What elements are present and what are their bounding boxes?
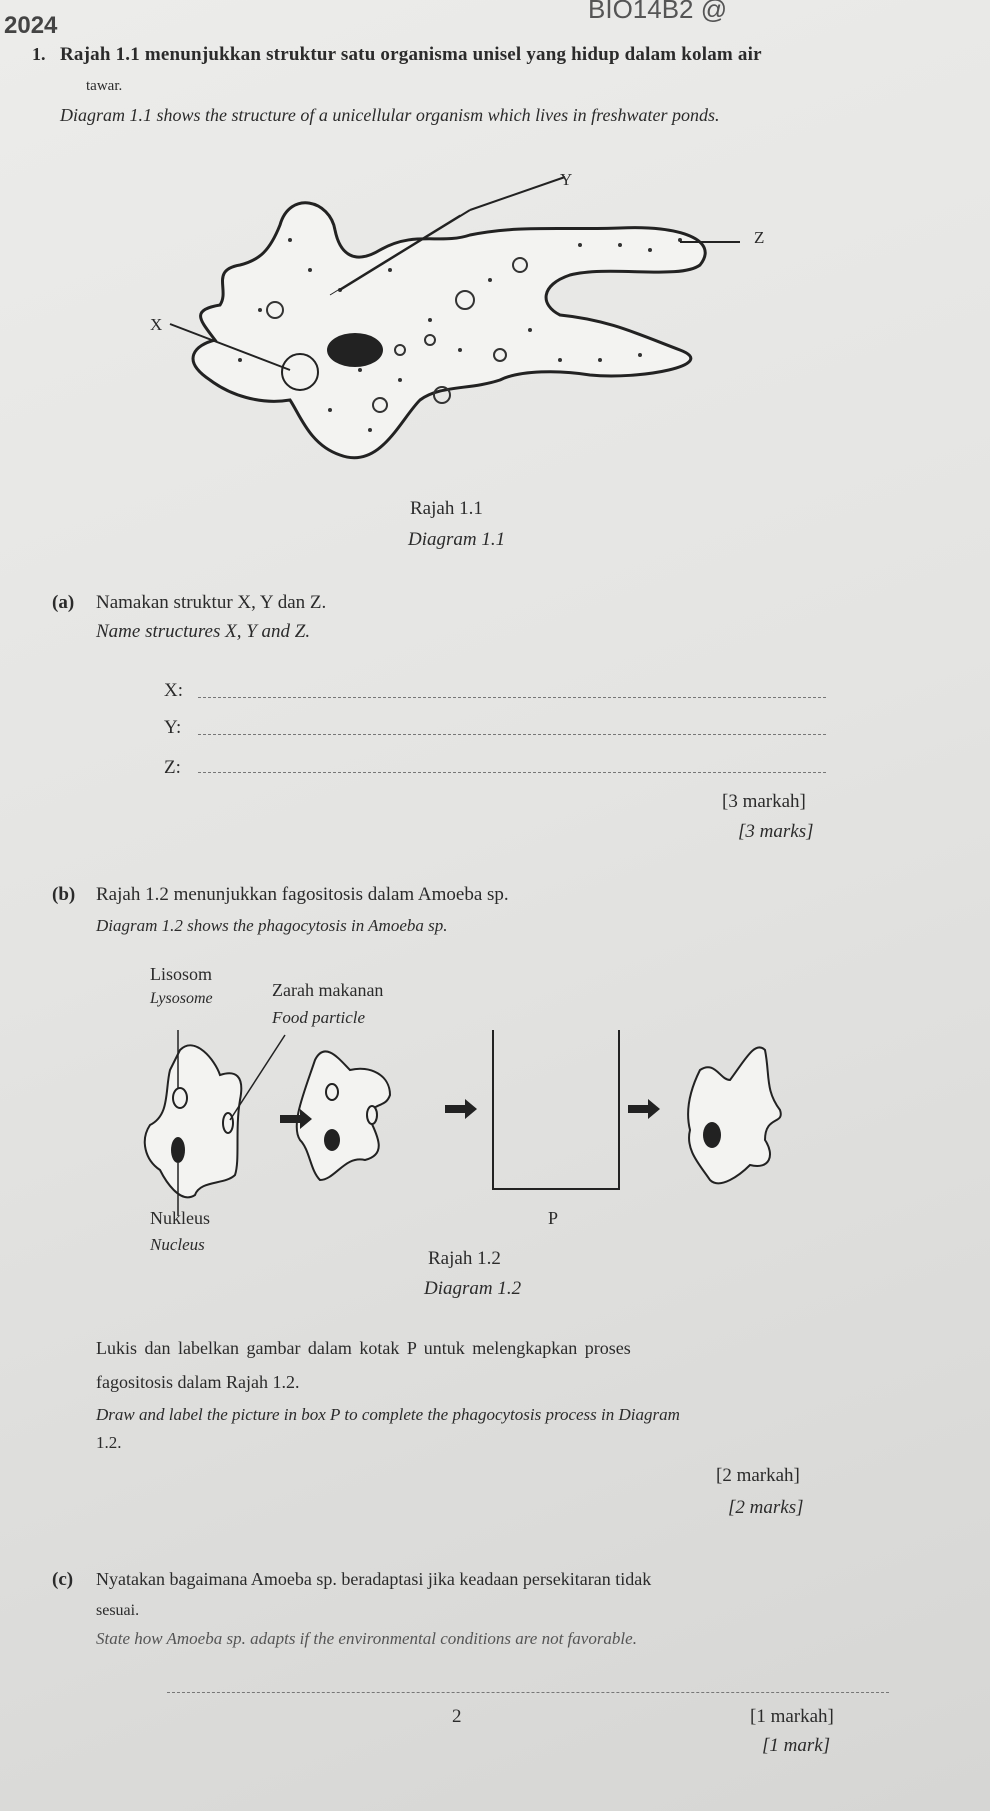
answer-x-line[interactable] [198,697,826,698]
lysosome-label-ms: Lisosom [150,964,213,984]
diagram1-caption-ms: Rajah 1.1 [410,498,483,519]
question-text-ms-2: tawar. [86,78,123,94]
nucleus-label-en: Nucleus [150,1235,205,1254]
part-c-marks-en: [1 mark] [762,1735,831,1756]
phagocytosis-diagram [140,1030,820,1230]
food-label-ms: Zarah makanan [272,980,384,1000]
label-x: X [150,315,163,334]
amoeba-diagram [140,170,800,510]
amoeba-stage-2 [297,1051,390,1180]
answer-z-label: Z: [164,757,181,778]
page-number: 2 [452,1706,462,1727]
part-b-label: (b) [52,884,76,905]
part-c-text-en: State how Amoeba sp. adapts if the environmental conditions are not favorable. [96,1629,637,1648]
part-a-text-ms: Namakan struktur X, Y dan Z. [96,592,327,613]
lysosome-label-en: Lysosome [150,990,213,1007]
question-number: 1. [32,44,46,64]
part-b-marks-en: [2 marks] [728,1497,804,1518]
part-b-text-en: Diagram 1.2 shows the phagocytosis in Amoeba sp. [96,916,448,935]
question-text-en: Diagram 1.1 shows the structure of a unicellular organism which lives in freshwater ponds. [60,105,720,125]
part-c-text-ms-1: Nyatakan bagaimana Amoeba sp. beradaptasi jika keadaan persekitaran tidak [96,1569,652,1589]
part-a-marks-en: [3 marks] [738,821,814,842]
part-c-answer-line[interactable] [167,1692,889,1693]
answer-y-line[interactable] [198,734,826,735]
box-p [493,1030,619,1189]
amoeba-stage-4 [688,1047,781,1183]
part-a-label: (a) [52,592,75,613]
part-b-instr-en-1: Draw and label the picture in box P to complete the phagocytosis process in Diagram [96,1405,680,1424]
part-b-instr-ms-1: Lukis dan labelkan gambar dalam kotak P untuk melengkapkan proses [96,1338,631,1358]
part-b-instr-ms-2: fagositosis dalam Rajah 1.2. [96,1372,300,1392]
part-b-instr-en-2: 1.2. [96,1433,122,1452]
part-b-marks-ms: [2 markah] [716,1465,800,1486]
part-c-marks-ms: [1 markah] [750,1706,834,1727]
part-a-marks-ms: [3 markah] [722,791,806,812]
nucleus-label-ms: Nukleus [150,1208,210,1228]
diagram2-caption-en: Diagram 1.2 [424,1278,522,1299]
answer-y-label: Y: [164,717,182,738]
label-z: Z [754,228,765,247]
year: 2024 [4,12,58,39]
diagram2-caption-ms: Rajah 1.2 [428,1248,501,1269]
part-c-label: (c) [52,1569,74,1590]
amoeba-stage-1 [145,1045,242,1197]
question-text-ms: Rajah 1.1 menunjukkan struktur satu organisma unisel yang hidup dalam kolam air [60,44,762,65]
part-c-text-ms-2: sesuai. [96,1602,140,1619]
food-label-en: Food particle [272,1008,366,1027]
part-a-text-en: Name structures X, Y and Z. [96,621,311,642]
part-b-text-ms: Rajah 1.2 menunjukkan fagositosis dalam Amoeba sp. [96,884,509,905]
box-p-label: P [548,1208,559,1228]
answer-z-line[interactable] [198,772,826,773]
label-y: Y [560,170,573,189]
paper-code: BIO14B2 @ [588,0,728,24]
diagram1-caption-en: Diagram 1.1 [408,529,506,550]
answer-x-label: X: [164,680,183,701]
